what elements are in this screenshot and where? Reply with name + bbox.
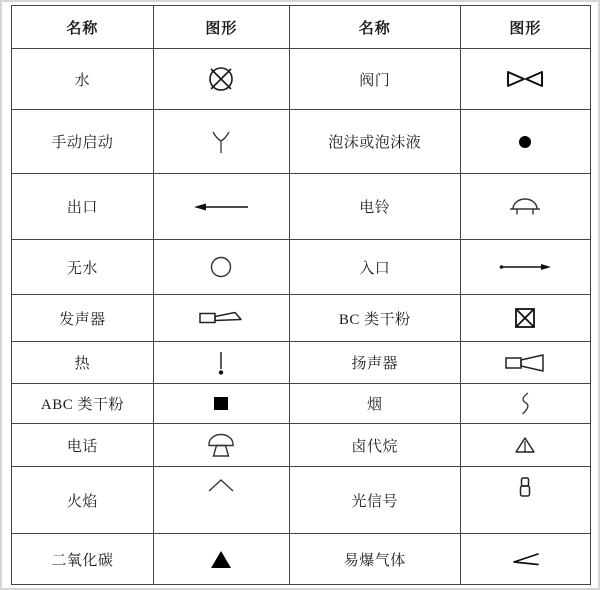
bell-icon: [505, 196, 545, 217]
symbol-cell: [460, 295, 590, 342]
name-heat: 热: [12, 342, 154, 384]
table-row: [12, 174, 591, 240]
symbol-cell: [460, 174, 590, 240]
symbol-cell: [153, 174, 289, 240]
name-light-signal: 光信号: [289, 467, 460, 534]
name-abc-dry-powder: ABC 类干粉: [12, 384, 154, 424]
header-name-left: 名称: [12, 6, 154, 49]
boxed-x-icon: [514, 307, 536, 329]
symbol-cell: [153, 295, 289, 342]
telephone-icon: [204, 432, 238, 458]
symbol-cell: [153, 534, 289, 585]
table-row: [12, 424, 591, 467]
name-telephone: 电话: [12, 424, 154, 467]
loudspeaker-icon: [504, 353, 546, 373]
symbol-cell: [460, 342, 590, 384]
figure-eight-icon: [518, 476, 532, 498]
header-name-right: 名称: [289, 6, 460, 49]
caret-icon: [206, 477, 236, 493]
circle-x-icon: [204, 62, 238, 96]
name-halon: 卤代烷: [289, 424, 460, 467]
name-foam: 泡沫或泡沫液: [289, 110, 460, 174]
table-row: [12, 110, 591, 174]
filled-square-icon: [214, 397, 228, 410]
table-row: [12, 240, 591, 295]
name-manual-start: 手动启动: [12, 110, 154, 174]
header-symbol-left: 图形: [153, 6, 289, 49]
symbol-cell: [153, 384, 289, 424]
name-entrance: 入口: [289, 240, 460, 295]
table-row: [12, 295, 591, 342]
horn-sounder-icon: [198, 310, 244, 326]
table-row: [12, 342, 591, 384]
symbol-cell: [153, 467, 289, 534]
name-no-water: 无水: [12, 240, 154, 295]
symbol-cell: [460, 110, 590, 174]
filled-triangle-icon: [209, 549, 233, 570]
name-electric-bell: 电铃: [289, 174, 460, 240]
name-sounder: 发声器: [12, 295, 154, 342]
symbol-cell: [153, 342, 289, 384]
name-bc-dry-powder: BC 类干粉: [289, 295, 460, 342]
smoke-squiggle-icon: [519, 391, 531, 417]
symbol-cell: [460, 424, 590, 467]
table-row: [12, 534, 591, 585]
circle-outline-icon: [210, 256, 232, 278]
bowtie-valve-icon: [506, 70, 544, 88]
filled-circle-icon: [518, 135, 532, 149]
left-arrow-icon: [192, 201, 250, 213]
name-loudspeaker: 扬声器: [289, 342, 460, 384]
name-flame: 火焰: [12, 467, 154, 534]
double-line-arrow-icon: [509, 551, 541, 567]
heat-probe-icon: [217, 350, 225, 376]
symbol-cell: [460, 534, 590, 585]
symbol-cell: [460, 467, 590, 534]
name-smoke: 烟: [289, 384, 460, 424]
table-row: [12, 467, 591, 534]
triangle-bisected-icon: [513, 435, 537, 455]
name-carbon-dioxide: 二氧化碳: [12, 534, 154, 585]
symbol-legend-table: [11, 5, 591, 585]
right-arrow-icon: [497, 261, 553, 273]
symbol-cell: [153, 424, 289, 467]
symbol-cell: [460, 384, 590, 424]
table-row: [12, 384, 591, 424]
table-row: [12, 49, 591, 110]
name-valve: 阀门: [289, 49, 460, 110]
header-symbol-right: 图形: [460, 6, 590, 49]
name-exit: 出口: [12, 174, 154, 240]
symbol-cell: [153, 110, 289, 174]
symbol-cell: [460, 240, 590, 295]
y-branch-icon: [210, 129, 232, 155]
header-row: [12, 6, 591, 49]
symbol-cell: [153, 49, 289, 110]
name-water: 水: [12, 49, 154, 110]
symbol-cell: [460, 49, 590, 110]
name-explosive-gas: 易爆气体: [289, 534, 460, 585]
symbol-cell: [153, 240, 289, 295]
